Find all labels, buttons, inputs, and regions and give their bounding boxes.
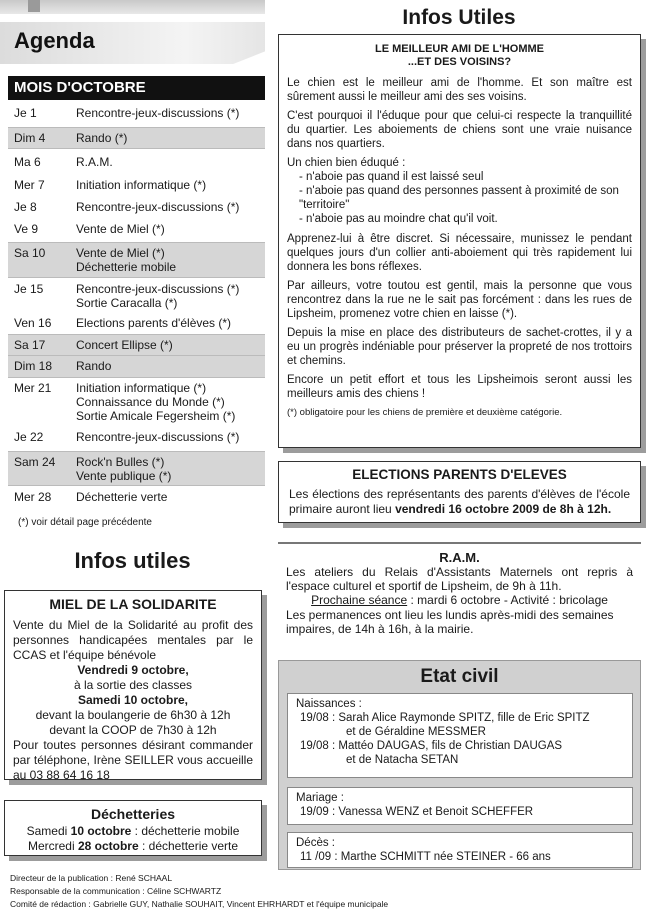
month-header: MOIS D'OCTOBRE [8,76,265,100]
ram-title: R.A.M. [439,550,480,565]
chien-para: Encore un petit effort et tous les Lipsheimois seront aussi les meilleurs amis des chiens ! [287,374,632,400]
naissance-entry: 19/08 : Mattéo DAUGAS, fils de Christian DAUGAS [300,740,563,752]
chien-bullet: - n'aboie pas au moindre chat qu'il voit. [299,213,498,225]
naissance-entry-cont: et de Natacha SETAN [346,754,459,766]
elections-body: Les élections des représentants des parents d'élèves de l'école primaire auront lieu vendredi 16 octobre 2009 de 8h à 12h. [289,487,630,516]
chien-para: Apprenez-lui à être discret. Si nécessaire, munissez le pendant quelques jours d'un collier anti-aboiement qui très rapidement lui donnera les bons réflexes. [287,233,632,273]
agenda-row: Sam 24 Rock'n Bulles (*) Vente publique (*) [8,451,265,486]
infos-utiles-right-title: Infos Utiles [402,6,516,29]
ram-next: Prochaine séance : mardi 6 octobre - Activité : bricolage [311,593,608,607]
chien-para: Le chien est le meilleur ami de l'homme. Et son maître est sûrement aussi le meilleur ami des ses voisins. [287,77,632,103]
credits: Directeur de la publication : René SCHAAL Responsable de la communication : Céline SCHWARTZ Comité de rédaction : Gabrielle GUY, Nathalie SOUHAIT, Vincent EHRHARDT et l'équipe municipale [10,873,389,909]
agenda-row: Je 1 Rencontre-jeux-discussions (*) [14,106,240,120]
naissance-entry-cont: et de Géraldine MESSMER [346,726,486,738]
chien-para: Depuis la mise en place des distributeurs de sachet-crottes, il y a eu un progrès indéniable pour préserver la propreté de nos trottoirs et chemins. [287,327,632,367]
agenda-row: Ma 6 R.A.M. [14,155,113,169]
agenda-row: Mer 21 Initiation informatique (*) Connaissance du Monde (*) Sortie Amicale Fegersheim (*) [14,381,236,423]
chien-note: (*) obligatoire pour les chiens de première et deuxième catégorie. [287,407,563,418]
deces-box [287,832,633,868]
deces-entry: 11 /09 : Marthe SCHMITT née STEINER - 66 ans [300,851,551,863]
chien-para: C'est pourquoi il l'éduque pour que celui-ci respecte la tranquillité du quartier. Les aboiements de chiens sont une vraie nuisance dans nos quartiers. [287,110,632,150]
agenda-row: Ve 9 Vente de Miel (*) [14,222,165,236]
ram-box [278,542,641,647]
deces-label: Décès : [296,837,335,849]
miel-body: Vente du Miel de la Solidarité au profit des personnes handicapées mentales par le CCAS et l'équipe bénévole Vendredi 9 octobre, à la sortie des classes Samedi 10 octobre, devant la boulangerie de 6h30 à 12h devant la COOP de 7h30 à 12h Pour toutes personnes désirant commander par téléphone, Irène SEILLER vous accueille au 03 88 64 16 18 [13,618,253,782]
agenda-title: Agenda [14,28,95,53]
agenda-row: Sa 10 Vente de Miel (*) Déchetterie mobile [8,242,265,278]
agenda-row: Mer 7 Initiation informatique (*) [14,178,207,192]
elections-title: ELECTIONS PARENTS D'ELEVES [352,467,567,482]
agenda-footnote: (*) voir détail page précédente [18,517,152,528]
dechetteries-title: Déchetteries [90,806,176,822]
chien-bullet: - n'aboie pas quand il est laissé seul [299,171,484,183]
agenda-row: Je 22 Rencontre-jeux-discussions (*) [14,430,240,444]
chien-box [278,34,641,448]
naissances-box [287,693,633,778]
agenda-row: Je 15 Rencontre-jeux-discussions (*) Sortie Caracalla (*) [14,282,240,310]
etat-civil-title: Etat civil [420,666,499,687]
top-marker [28,0,40,12]
agenda-row: Je 8 Rencontre-jeux-discussions (*) [14,200,240,214]
mariage-entry: 19/09 : Vanessa WENZ et Benoit SCHEFFER [300,806,534,818]
agenda-row: Mer 28 Déchetterie verte [14,490,168,504]
agenda-row: Ven 16 Elections parents d'élèves (*) [14,316,232,330]
mariage-box [287,787,633,825]
agenda-row: Dim 4 Rando (*) [8,127,265,149]
miel-title: MIEL DE LA SOLIDARITE [49,596,217,612]
ram-para: Les permanences ont lieu les lundis après-midi des semaines impaires, de 14h à 16h, à la mairie. [286,608,614,636]
chien-para: Par ailleurs, votre toutou est gentil, mais la personne que vous rencontrez dans la rue ne le sait pas forcément : dans les rues de Lipsheim, promenez votre chien en laisse (*). [287,280,632,320]
elections-box [278,461,641,523]
chien-title: LE MEILLEUR AMI DE L'HOMME ...ET DES VOISINS? [374,43,545,68]
agenda-row: Dim 18 Rando [8,356,265,378]
infos-utiles-left-title: Infos utiles [74,548,191,573]
chien-para: Un chien bien éduqué : [287,157,406,169]
naissance-entry: 19/08 : Sarah Alice Raymonde SPITZ, fille de Eric SPITZ [300,712,590,724]
chien-bullet: - n'aboie pas quand des personnes passent à proximité de son "territoire" [299,185,619,211]
agenda-row: Sa 17 Concert Ellipse (*) [8,334,265,356]
mariage-label: Mariage : [296,792,344,804]
dechetteries-box [4,800,262,856]
ram-para: Les ateliers du Relais d'Assistants Maternels ont repris à l'espace culturel et sportif de Lipsheim, de 9h à 11h. [286,565,633,593]
naissances-label: Naissances : [296,698,362,710]
miel-box [4,590,262,780]
dechetteries-body: Samedi 10 octobre : déchetterie mobile Mercredi 28 octobre : déchetterie verte [26,824,240,853]
